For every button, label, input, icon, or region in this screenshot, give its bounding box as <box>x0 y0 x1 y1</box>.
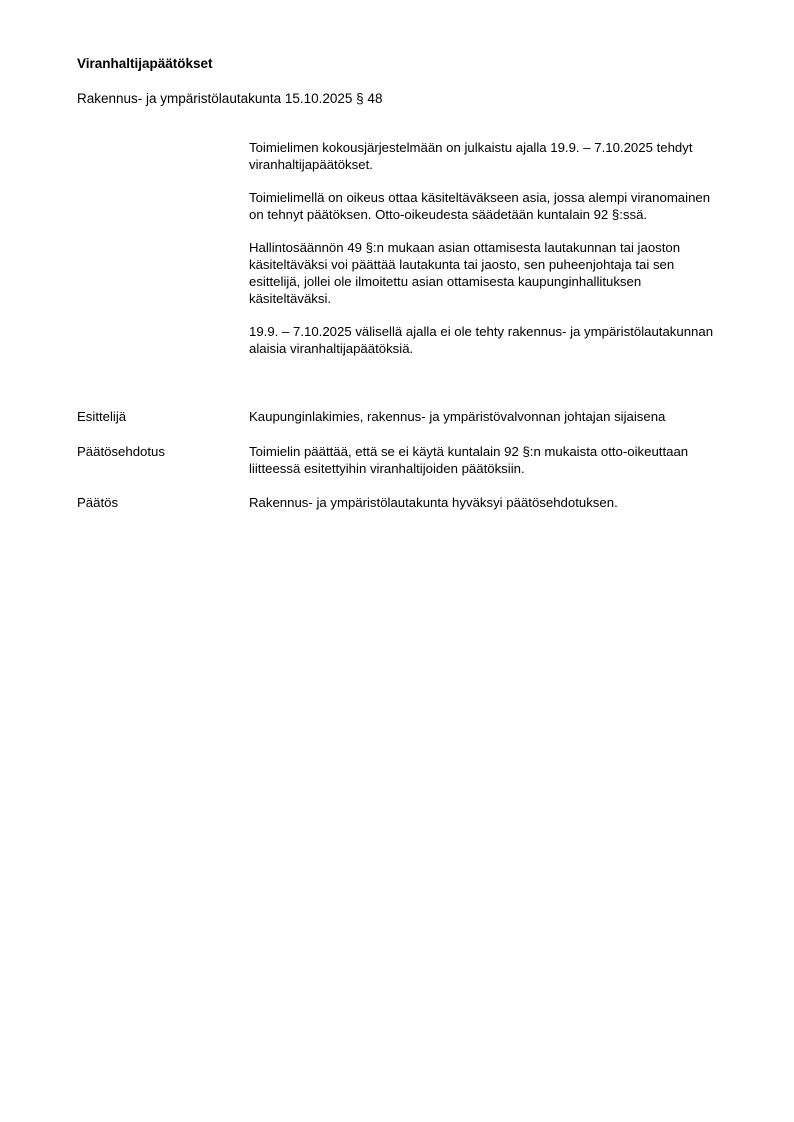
presenter-label: Esittelijä <box>77 409 127 424</box>
paragraph-publication: Toimielimen kokousjärjestelmään on julkaistu ajalla 19.9. – 7.10.2025 tehdyt viranhaltijapäätökset. <box>249 140 693 172</box>
decision-label: Päätös <box>77 495 119 510</box>
presenter-value: Kaupunginlakimies, rakennus- ja ympäristövalvonnan johtajan sijaisena <box>249 409 666 424</box>
decision-value: Rakennus- ja ympäristölautakunta hyväksyi päätösehdotuksen. <box>249 495 618 510</box>
proposal-value: Toimielin päättää, että se ei käytä kuntalain 92 §:n mukaista otto-oikeuttaan liitteessä esitettyihin viranhaltijoiden päätöksiin. <box>249 444 689 476</box>
paragraph-right-of-recourse: Toimielimellä on oikeus ottaa käsiteltäväkseen asia, jossa alempi viranomainen on tehnyt päätöksen. Otto-oikeudesta säädetään kuntalain 92 §:ssä. <box>249 190 711 222</box>
document-body <box>249 140 719 374</box>
meeting-reference: Rakennus- ja ympäristölautakunta 15.10.2025 § 48 <box>77 91 383 106</box>
paragraph-no-decisions: 19.9. – 7.10.2025 välisellä ajalla ei ole tehty rakennus- ja ympäristölautakunnan alaisia viranhaltijapäätöksiä. <box>249 323 714 356</box>
document-title: Viranhaltijapäätökset <box>77 56 213 71</box>
proposal-label: Päätösehdotus <box>77 444 165 459</box>
paragraph-administrative-rules: Hallintosäännön 49 §:n mukaan asian ottamisesta lautakunnan tai jaoston käsiteltäväksi voi päättää lautakunta tai jaosto, sen puheenjohtaja tai sen esittelijä, jollei ole ilmoitettu asian ottamisesta kaupunginhallituksen käsiteltäväksi. <box>249 240 681 306</box>
